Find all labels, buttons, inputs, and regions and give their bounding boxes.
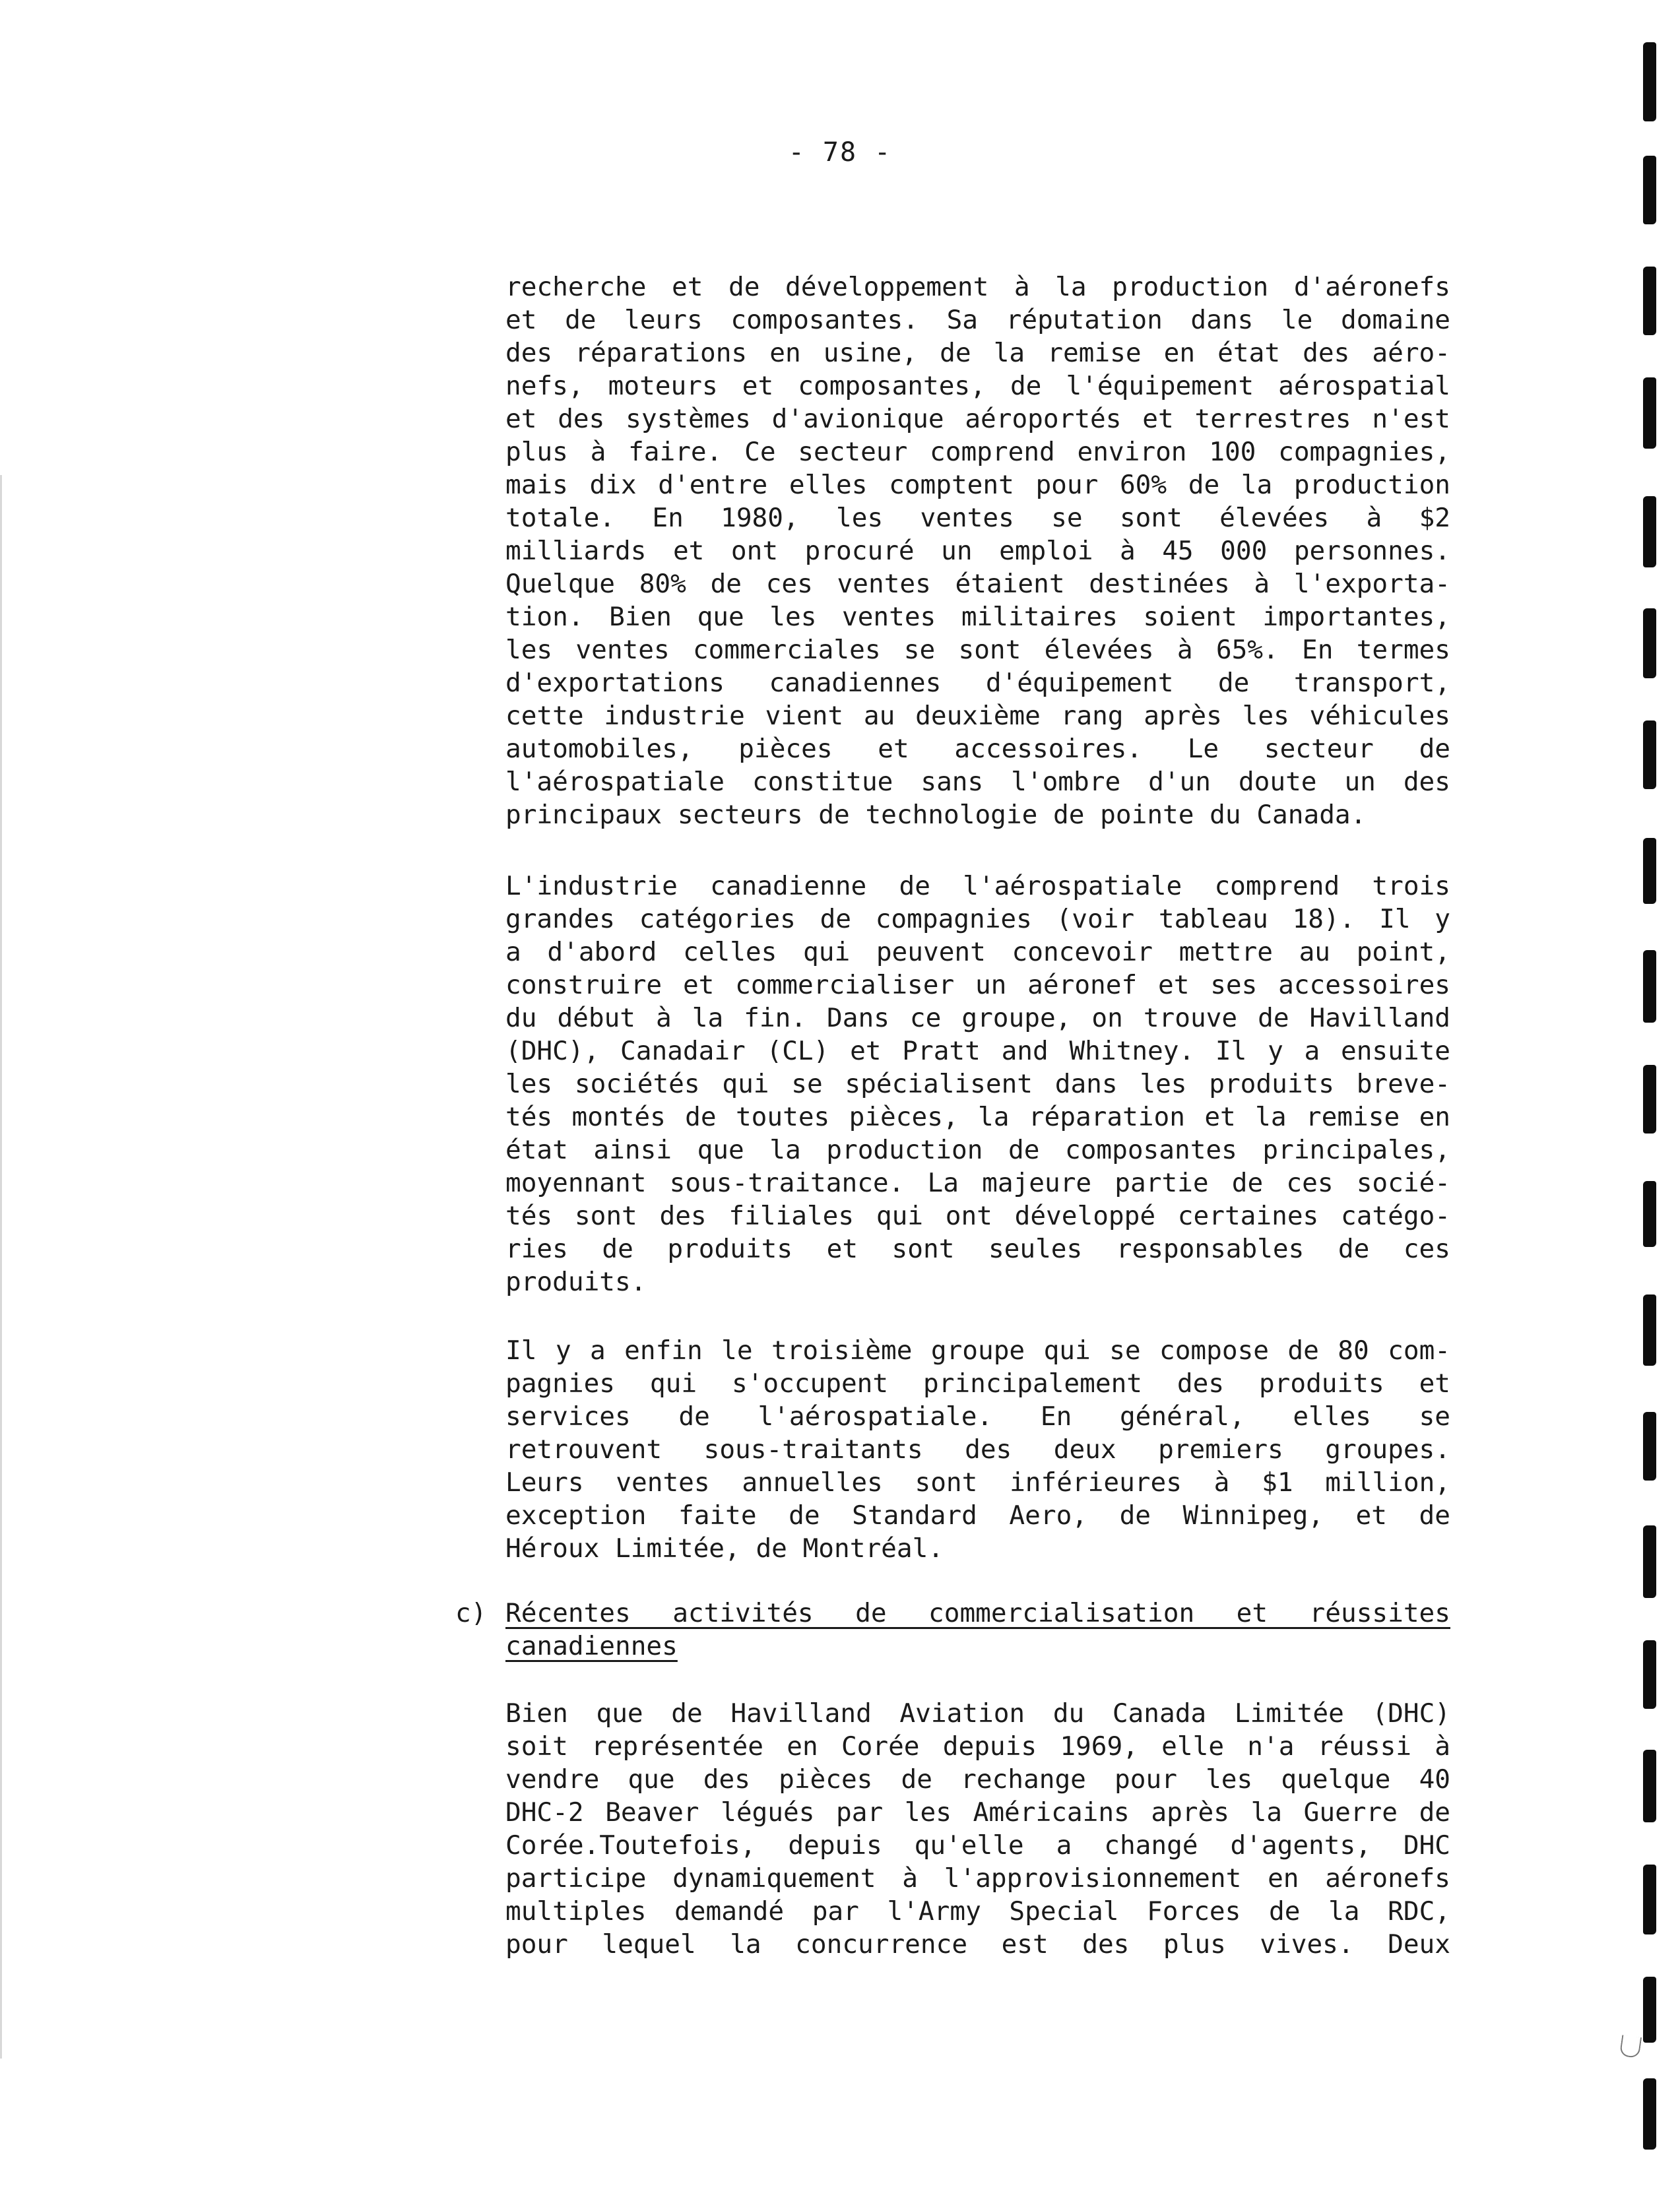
binder-hole-mark <box>1643 838 1656 904</box>
text-line: principaux secteurs de technologie de pointe du Canada. <box>505 800 1367 830</box>
paragraph-company-categories <box>505 870 1450 1298</box>
binder-hole-mark <box>1643 1865 1656 1934</box>
binder-hole-mark <box>1643 608 1656 678</box>
text-line: ries de produits et sont seules responsables de ces <box>505 1234 1450 1264</box>
binder-hole-mark <box>1643 950 1656 1023</box>
text-line: recherche et de développement à la production d'aéronefs <box>505 272 1450 302</box>
text-line: du début à la fin. Dans ce groupe, on trouve de Havilland <box>505 1003 1450 1033</box>
binder-hole-mark <box>1643 1750 1656 1822</box>
text-line: participe dynamiquement à l'approvisionnement en aéronefs <box>505 1863 1450 1894</box>
text-line: l'aérospatiale constitue sans l'ombre d'un doute un des <box>505 767 1450 797</box>
text-line: produits. <box>505 1267 647 1297</box>
text-line: Corée.Toutefois, depuis qu'elle a changé d'agents, DHC <box>505 1830 1450 1861</box>
binder-hole-mark <box>1643 1525 1656 1598</box>
paragraph-industry-overview <box>505 271 1450 831</box>
binder-hole-mark <box>1643 267 1656 335</box>
text-line: tion. Bien que les ventes militaires soient importantes, <box>505 602 1450 632</box>
text-line: (DHC), Canadair (CL) et Pratt and Whitney. Il y a ensuite <box>505 1036 1450 1066</box>
text-line: tés montés de toutes pièces, la réparation et la remise en <box>505 1102 1450 1132</box>
text-line: les ventes commerciales se sont élevées à 65%. En termes <box>505 635 1450 665</box>
text-line: Quelque 80% de ces ventes étaient destinées à l'exporta- <box>505 569 1450 599</box>
binder-hole-mark <box>1643 1294 1656 1366</box>
paragraph-third-group <box>505 1334 1450 1565</box>
page-number: - 78 - <box>788 137 892 168</box>
text-line: cette industrie vient au deuxième rang après les véhicules <box>505 701 1450 731</box>
text-line: soit représentée en Corée depuis 1969, elle n'a réussi à <box>505 1731 1450 1762</box>
text-line: a d'abord celles qui peuvent concevoir mettre au point, <box>505 937 1450 967</box>
binder-hole-mark <box>1643 2078 1656 2150</box>
binder-hole-mark <box>1643 1640 1656 1709</box>
text-line: moyennant sous-traitance. La majeure partie de ces socié- <box>505 1168 1450 1198</box>
text-line: tés sont des filiales qui ont développé certaines catégo- <box>505 1201 1450 1231</box>
text-line: totale. En 1980, les ventes se sont élevées à $2 <box>505 503 1450 533</box>
binder-hole-mark <box>1643 42 1656 121</box>
text-line: automobiles, pièces et accessoires. Le secteur de <box>505 734 1450 764</box>
text-line: d'exportations canadiennes d'équipement de transport, <box>505 668 1450 698</box>
text-line: canadiennes <box>505 1631 678 1661</box>
text-line: plus à faire. Ce secteur comprend environ 100 compagnies, <box>505 437 1450 467</box>
text-line: pour lequel la concurrence est des plus vives. Deux <box>505 1929 1450 1960</box>
text-line: construire et commercialiser un aéronef et ses accessoires <box>505 970 1450 1000</box>
binder-hole-mark <box>1643 720 1656 789</box>
text-line: état ainsi que la production de composantes principales, <box>505 1135 1450 1165</box>
text-line: Leurs ventes annuelles sont inférieures à $1 million, <box>505 1467 1450 1498</box>
text-line: L'industrie canadienne de l'aérospatiale comprend trois <box>505 871 1450 901</box>
text-line: multiples demandé par l'Army Special Forces de la RDC, <box>505 1896 1450 1927</box>
text-line: des réparations en usine, de la remise en état des aéro- <box>505 338 1450 368</box>
text-line: milliards et ont procuré un emploi à 45 000 personnes. <box>505 536 1450 566</box>
text-line: Il y a enfin le troisième groupe qui se compose de 80 com- <box>505 1335 1450 1366</box>
binder-hole-mark <box>1643 1065 1656 1134</box>
binder-hole-mark <box>1643 377 1656 449</box>
stray-pen-mark <box>1619 2035 1642 2059</box>
text-line: Bien que de Havilland Aviation du Canada Limitée (DHC) <box>505 1698 1450 1729</box>
text-line: nefs, moteurs et composantes, de l'équipement aérospatial <box>505 371 1450 401</box>
paragraph-dhc-korea <box>505 1697 1450 1961</box>
text-line: vendre que des pièces de rechange pour les quelque 40 <box>505 1764 1450 1795</box>
text-line: pagnies qui s'occupent principalement des produits et <box>505 1368 1450 1399</box>
text-line: mais dix d'entre elles comptent pour 60% de la production <box>505 470 1450 500</box>
text-line: grandes catégories de compagnies (voir tableau 18). Il y <box>505 904 1450 934</box>
text-line: les sociétés qui se spécialisent dans les produits breve- <box>505 1069 1450 1099</box>
binder-hole-mark <box>1643 496 1656 567</box>
text-line: et des systèmes d'avionique aéroportés et terrestres n'est <box>505 404 1450 434</box>
section-marker: c) <box>455 1598 487 1628</box>
text-line: Héroux Limitée, de Montréal. <box>505 1533 944 1564</box>
text-line: DHC-2 Beaver légués par les Américains après la Guerre de <box>505 1797 1450 1828</box>
binder-hole-mark <box>1643 156 1656 224</box>
binder-hole-mark <box>1643 1181 1656 1247</box>
text-line: et de leurs composantes. Sa réputation dans le domaine <box>505 305 1450 335</box>
scan-gutter-shadow <box>0 475 2 2059</box>
text-line: services de l'aérospatiale. En général, elles se <box>505 1401 1450 1432</box>
text-line: Récentes activités de commercialisation et réussites <box>505 1598 1450 1628</box>
section-heading-text <box>505 1597 1450 1663</box>
binder-hole-mark <box>1643 1412 1656 1481</box>
text-line: exception faite de Standard Aero, de Winnipeg, et de <box>505 1500 1450 1531</box>
binder-hole-mark <box>1643 1977 1656 2043</box>
text-line: retrouvent sous-traitants des deux premiers groupes. <box>505 1434 1450 1465</box>
